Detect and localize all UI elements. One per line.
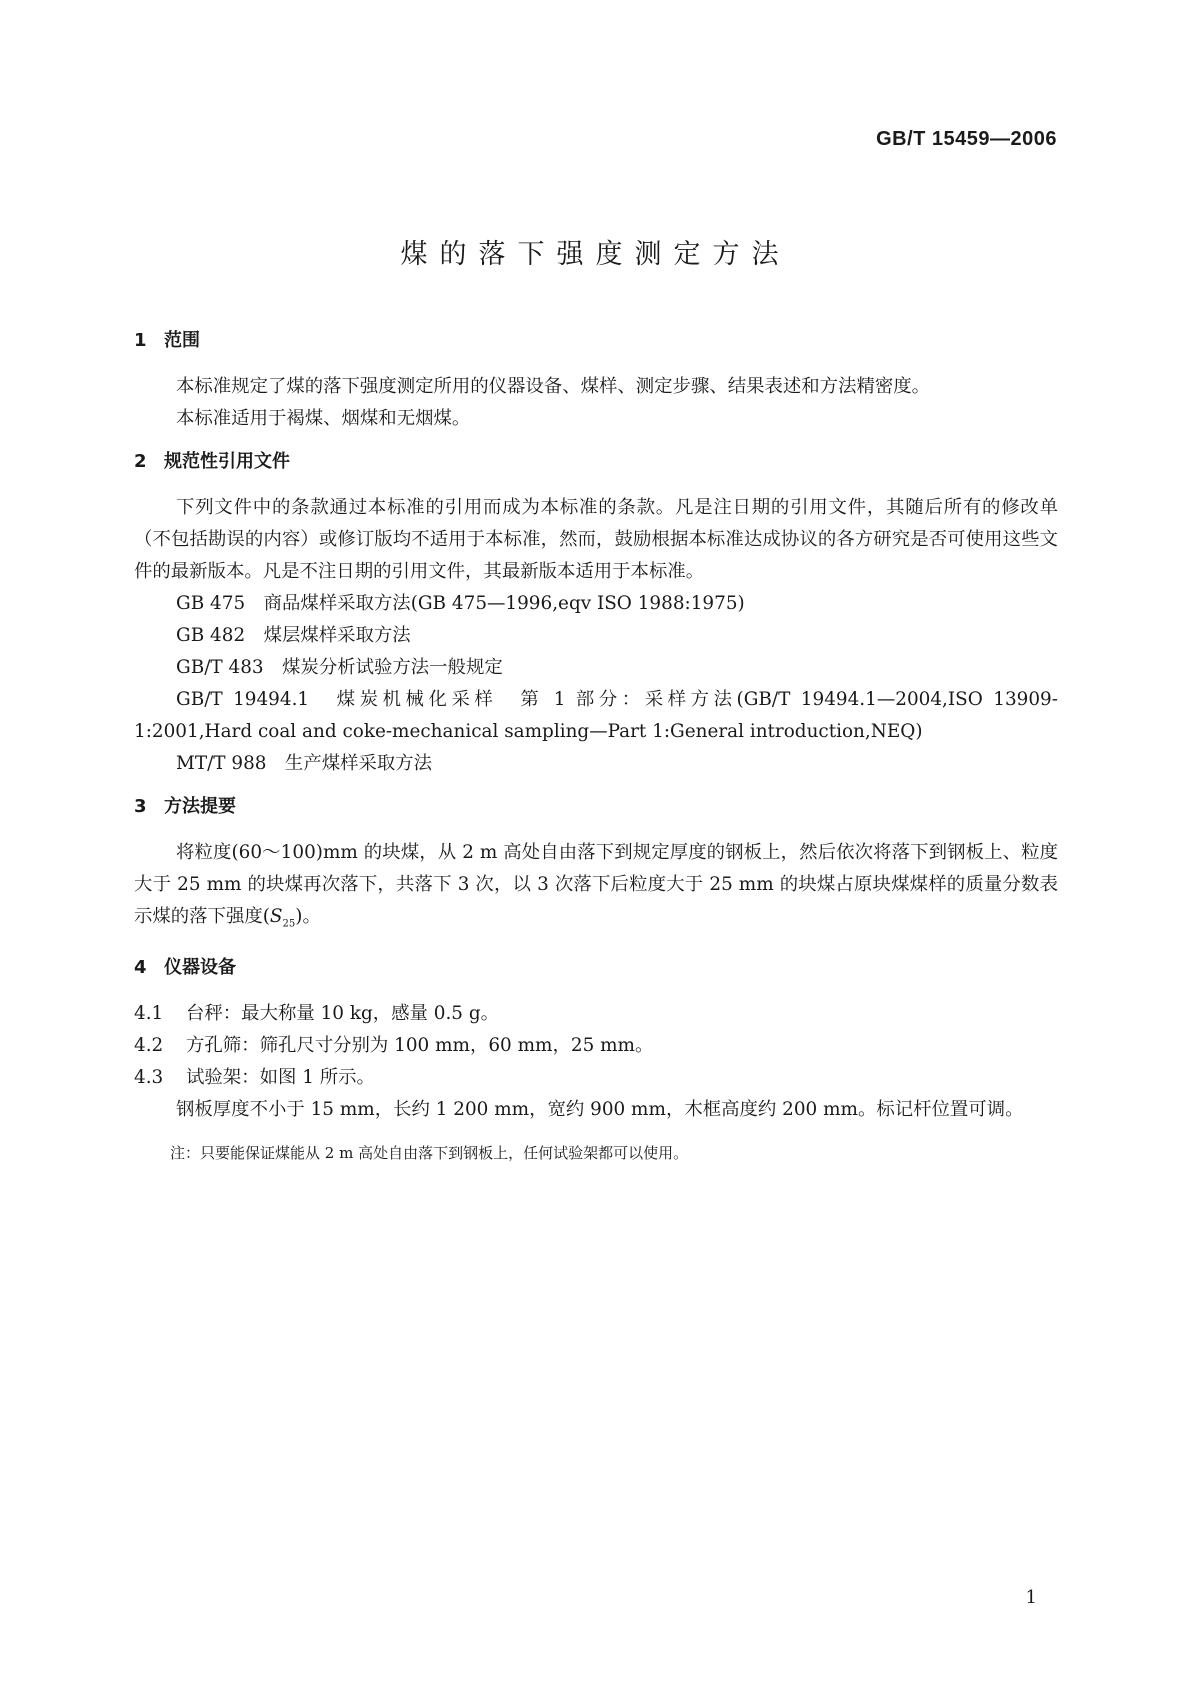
note: 注：只要能保证煤能从 2 m 高处自由落下到钢板上，任何试验架都可以使用。 [170,1143,689,1162]
section-title: 仪器设备 [164,956,236,978]
reference-code: GB/T 483 [176,657,264,678]
item-text: 试验架：如图 1 所示。 [186,1066,375,1088]
reference-code: MT/T 988 [176,753,267,774]
equipment-item [134,998,1058,1030]
page-number: 1 [1025,1587,1037,1608]
equipment-item [134,1030,1058,1062]
paragraph: 下列文件中的条款通过本标准的引用而成为本标准的条款。凡是注日期的引用文件，其随后所有的修改单（不包括勘误的内容）或修订版均不适用于本标准，然而，鼓励根据本标准达成协议的各方研究是否可使用这些文件的最新版本。凡是不注日期的引用文件，其最新版本适用于本标准。 [134,497,1058,582]
reference-title: 煤炭机械化采样 第 1 部分：采样方法(GB/T 19494.1—2004,ISO 13909-1:2001,Hard coal and coke-mechanical sampling—Part 1:General introduction,NEQ) [134,689,1058,742]
section-4-heading [134,955,1058,981]
reference-code: GB/T 19494.1 [176,689,310,710]
method-summary-end: )。 [295,906,321,927]
section-number: 3 [134,796,147,817]
reference-item [134,588,1058,620]
item-text: 台秤：最大称量 10 kg，感量 0.5 g。 [186,1002,500,1024]
section-title: 规范性引用文件 [164,451,290,472]
reference-title: 煤层煤样采取方法 [263,625,411,646]
section-1-heading [134,328,1058,354]
section-title: 方法提要 [164,796,236,817]
reference-code: GB 475 [176,593,246,614]
reference-code: GB 482 [176,625,246,646]
item-number: 4.3 [134,1066,164,1088]
paragraph: 本标准适用于褐煤、烟煤和无烟煤。 [176,408,471,429]
reference-item [134,748,1058,780]
item-number: 4.1 [134,1002,164,1024]
strength-symbol-subscript: 25 [282,918,296,930]
reference-item [134,620,1058,652]
item-number: 4.2 [134,1034,164,1056]
strength-symbol: S [269,906,283,927]
section-title: 范围 [164,330,200,351]
document-body [134,328,1058,1180]
reference-item [134,684,1058,748]
document-id: GB/T 15459—2006 [876,128,1057,150]
item-text: 方孔筛：筛孔尺寸分别为 100 mm，60 mm，25 mm。 [186,1034,654,1056]
reference-item [134,652,1058,684]
section-2-heading [134,449,1058,475]
section-3-heading [134,794,1058,820]
paragraph: 本标准规定了煤的落下强度测定所用的仪器设备、煤样、测定步骤、结果表述和方法精密度。 [176,376,931,397]
document-title: 煤的落下强度测定方法 [400,239,791,270]
equipment-item [134,1062,1058,1094]
paragraph [134,837,1058,941]
reference-title: 煤炭分析试验方法一般规定 [282,657,503,678]
paragraph: 钢板厚度不小于 15 mm，长约 1 200 mm，宽约 900 mm，木框高度约 200 mm。标记杆位置可调。 [176,1098,1024,1120]
method-summary-text: 将粒度(60～100)mm 的块煤，从 2 m 高处自由落下到规定厚度的钢板上，然后依次将落下到钢板上、粒度大于 25 mm 的块煤再次落下，共落下 3 次，以 3 次落下后粒度大于 25 mm 的块煤占原块煤煤样的质量分数表示煤的落下强度( [134,842,1058,927]
section-number: 1 [134,330,147,351]
reference-title: 商品煤样采取方法(GB 475—1996,eqv ISO 1988:1975) [263,593,745,614]
section-number: 4 [134,956,147,978]
section-number: 2 [134,451,147,472]
reference-title: 生产煤样采取方法 [284,753,433,774]
